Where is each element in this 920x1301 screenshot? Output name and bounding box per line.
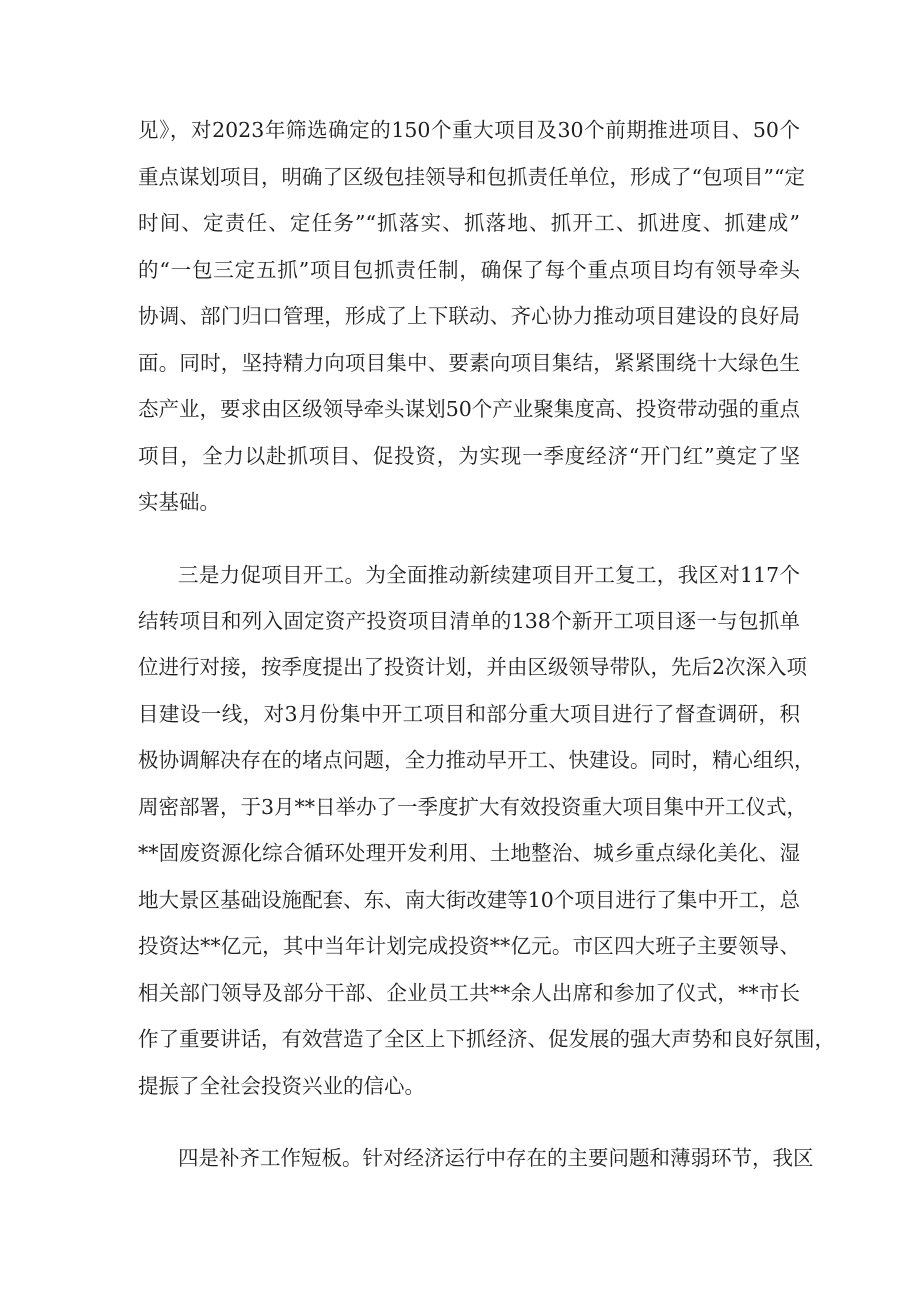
text-line: 时间、定责任、定任务”“抓落实、抓落地、抓开工、抓进度、抓建成” <box>138 211 800 235</box>
text-line: 地大景区基础设施配套、东、南大街改建等10个项目进行了集中开工，总 <box>138 888 800 912</box>
text-line: **固废资源化综合循环处理开发利用、土地整治、城乡重点绿化美化、湿 <box>138 841 800 865</box>
text-line: 提振了全社会投资兴业的信心。 <box>138 1074 425 1098</box>
text-line: 极协调解决存在的堵点问题，全力推动早开工、快建设。同时，精心组织， <box>138 748 815 772</box>
text-line: 协调、部门归口管理，形成了上下联动、齐心协力推动项目建设的良好局 <box>138 304 800 328</box>
text-line: 相关部门领导及部分干部、企业员工共**余人出席和参加了仪式，**市长 <box>138 981 800 1005</box>
text-line: 作了重要讲话，有效营造了全区上下抓经济、促发展的强大声势和良好氛围， <box>138 1027 835 1051</box>
text-line: 实基础。 <box>138 490 220 514</box>
text-line: 的“一包三定五抓”项目包抓责任制，确保了每个重点项目均有领导牵头 <box>138 258 800 282</box>
text-line: 面。同时，坚持精力向项目集中、要素向项目集结，紧紧围绕十大绿色生 <box>138 351 800 375</box>
text-line: 态产业，要求由区级领导牵头谋划50个产业聚集度高、投资带动强的重点 <box>138 397 800 421</box>
text-line: 结转项目和列入固定资产投资项目清单的138个新开工项目逐一与包抓单 <box>138 609 800 633</box>
text-line: 投资达**亿元，其中当年计划完成投资**亿元。市区四大班子主要领导、 <box>138 934 800 958</box>
text-line: 周密部署，于3月**日举办了一季度扩大有效投资重大项目集中开工仪式， <box>138 795 808 819</box>
text-line: 四是补齐工作短板。针对经济运行中存在的主要问题和薄弱环节，我区 <box>178 1146 814 1170</box>
text-line: 项目，全力以赴抓项目、促投资，为实现一季度经济“开门红”奠定了坚 <box>138 444 800 468</box>
text-line: 见》，对2023年筛选确定的150个重大项目及30个前期推进项目、50个 <box>138 118 800 142</box>
text-line: 三是力促项目开工。为全面推动新续建项目开工复工，我区对117个 <box>178 563 800 587</box>
text-line: 目建设一线，对3月份集中开工项目和部分重大项目进行了督查调研，积 <box>138 702 800 726</box>
text-line: 重点谋划项目，明确了区级包挂领导和包抓责任单位，形成了“包项目”“定 <box>138 165 805 189</box>
text-line: 位进行对接，按季度提出了投资计划，并由区级领导带队，先后2次深入项 <box>138 655 808 679</box>
